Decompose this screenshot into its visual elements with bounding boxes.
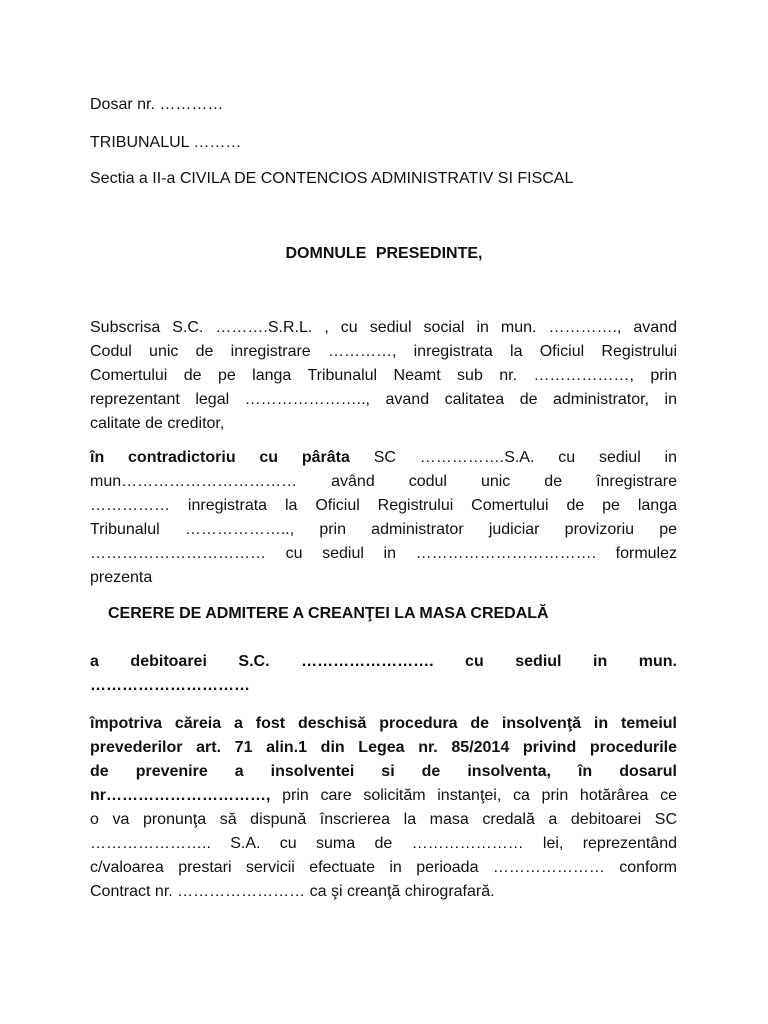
text-line: [90, 784, 677, 808]
tribunal-name: TRIBUNALUL ………: [90, 134, 242, 151]
request-text: prin care solicităm instanţei, ca prin hotărârea ce: [270, 787, 677, 804]
contradictory-label: în contradictoriu cu pârâta: [90, 449, 350, 466]
paragraph-request: [90, 712, 677, 904]
text-line: Codul unic de inregistrare …………, inregistrata la Oficiul Registrului: [90, 343, 677, 360]
defendant-company: SC …………….S.A. cu sediul in: [349, 449, 678, 466]
text-line: …………………………: [90, 677, 250, 694]
text-line: prevederilor art. 71 alin.1 din Legea nr. 85/2014 privind procedurile: [90, 739, 677, 756]
text-line: de prevenire a insolventei si de insolventa, în dosarul: [90, 763, 677, 780]
text-line: Contract nr. …………………… ca şi creanţă chirografară.: [90, 883, 495, 900]
text-line: Tribunalul ……………….., prin administrator judiciar provizoriu pe: [90, 521, 677, 538]
section-name: Sectia a II-a CIVILA DE CONTENCIOS ADMINISTRATIV SI FISCAL: [90, 170, 574, 187]
text-line: o va pronunţa să dispună înscrierea la masa credală a debitoarei SC: [90, 811, 677, 828]
text-line: Comertului de pe langa Tribunalul Neamt sub nr. ………………, prin: [90, 367, 677, 384]
text-line: ………………….. S.A. cu suma de ………………… lei, reprezentând: [90, 835, 677, 852]
case-number: nr…………………………,: [90, 787, 271, 804]
text-line: …………………………… cu sediul in ……………………………. formulez: [90, 545, 677, 562]
text-line: reprezentant legal ………………….., avand calitatea de administrator, in: [90, 391, 677, 408]
debtor-block: [90, 650, 677, 698]
paragraph-creditor: [90, 316, 677, 436]
text-line: Subscrisa S.C. ……….S.R.L. , cu sediul social in mun. …………., avand: [90, 319, 677, 336]
dosar-number: Dosar nr. …………: [90, 96, 224, 113]
text-line: a debitoarei S.C. ……………………. cu sediul in mun.: [90, 653, 677, 670]
paragraph-defendant: [90, 446, 677, 590]
salutation: DOMNULE PRESEDINTE,: [285, 245, 483, 262]
request-title: CERERE DE ADMITERE A CREANŢEI LA MASA CREDALĂ: [108, 605, 549, 622]
text-line: calitate de creditor,: [90, 415, 225, 432]
text-line: …………… inregistrata la Oficiul Registrului Comertului de pe langa: [90, 497, 677, 514]
text-line: împotriva căreia a fost deschisă procedura de insolvenţă in temeiul: [90, 715, 677, 732]
text-line: c/valoarea prestari servicii efectuate in perioada ………………… conform: [90, 859, 677, 876]
text-line: [90, 446, 677, 470]
text-line: mun…………………………… având codul unic de înregistrare: [90, 473, 677, 490]
text-line: prezenta: [90, 569, 153, 586]
